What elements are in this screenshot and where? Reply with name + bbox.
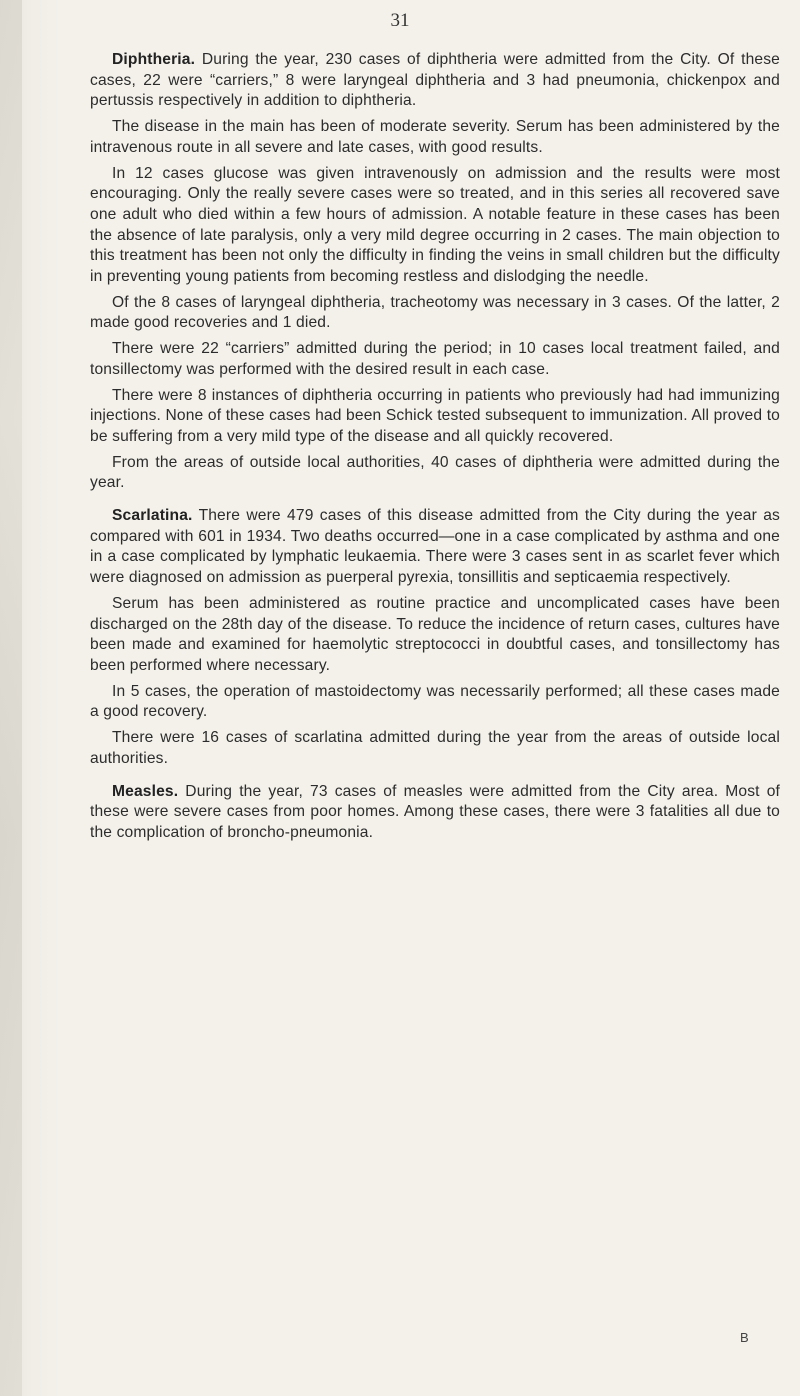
- measles-paragraph-1: [90, 782, 780, 844]
- diphtheria-paragraph-7: From the areas of outside local authorities, 40 cases of diphtheria were admitted during the year.: [90, 453, 780, 492]
- diphtheria-text-1: During the year, 230 cases of diphtheria were admitted from the City. Of these cases, 22 were “carriers,” 8 were laryngeal diphtheria and 3 had pneumonia, chickenpox and pertussis respectively in addition to diphtheria.: [90, 51, 780, 110]
- diphtheria-paragraph-2: The disease in the main has been of moderate severity. Serum has been administered by the intravenous route in all severe and late cases, with good results.: [90, 118, 780, 156]
- diphtheria-paragraph-3: In 12 cases glucose was given intravenously on admission and the results were most encouraging. Only the really severe cases were so treated, and in this series all recovered save one adult who died within a few hours of admission. A notable feature in these cases has been the absence of late paralysis, only a very mild degree occurring in 2 cases. The main objection to this treatment has been not only the difficulty in finding the veins in small children but the difficulty in preventing young patients from becoming restless and dislodging the needle.: [90, 164, 780, 286]
- page-number: 31: [390, 10, 410, 31]
- scarlatina-paragraph-2: Serum has been administered as routine practice and uncomplicated cases have been discharged on the 28th day of the disease. To reduce the incidence of return cases, cultures have been made and examined for haemolytic streptococci in doubtful cases, and tonsillectomy has been performed where necessary.: [90, 594, 780, 674]
- report-body: [90, 50, 780, 849]
- diphtheria-paragraph-5: There were 22 “carriers” admitted during the period; in 10 cases local treatment failed, and tonsillectomy was performed with the desired result in each case.: [90, 340, 780, 378]
- diphtheria-heading: Diphtheria.: [112, 51, 196, 68]
- signature-mark: B: [740, 1330, 749, 1345]
- diphtheria-paragraph-4: Of the 8 cases of laryngeal diphtheria, tracheotomy was necessary in 3 cases. Of the latter, 2 made good recoveries and 1 died.: [90, 293, 780, 332]
- scarlatina-paragraph-4: There were 16 cases of scarlatina admitted during the year from the areas of outside local authorities.: [90, 729, 780, 767]
- scarlatina-text-1: There were 479 cases of this disease admitted from the City during the year as compared with 601 in 1934. Two deaths occurred—one in a case complicated by asthma and one in a case complicated by lymphatic leukaemia. There were 3 cases sent in as scarlet fever which were diagnosed on admission as puerperal pyrexia, tonsillitis and septicaemia respectively.: [90, 507, 781, 587]
- measles-text-1: During the year, 73 cases of measles were admitted from the City area. Most of these were severe cases from poor homes. Among these cases, there were 3 fatalities all due to the complication of broncho-pneumonia.: [90, 782, 781, 841]
- diphtheria-paragraph-1: [90, 50, 780, 112]
- scarlatina-paragraph-1: [90, 506, 780, 589]
- scarlatina-heading: Scarlatina.: [112, 507, 193, 525]
- measles-heading: Measles.: [112, 782, 179, 800]
- diphtheria-paragraph-6: There were 8 instances of diphtheria occurring in patients who previously had had immunizing injections. None of these cases had been Schick tested subsequent to immunization. All proved to be suffering from a very mild type of the disease and all quickly recovered.: [90, 386, 780, 445]
- binding-gutter: [0, 0, 22, 1396]
- scarlatina-paragraph-3: In 5 cases, the operation of mastoidectomy was necessarily performed; all these cases made a good recovery.: [90, 682, 780, 721]
